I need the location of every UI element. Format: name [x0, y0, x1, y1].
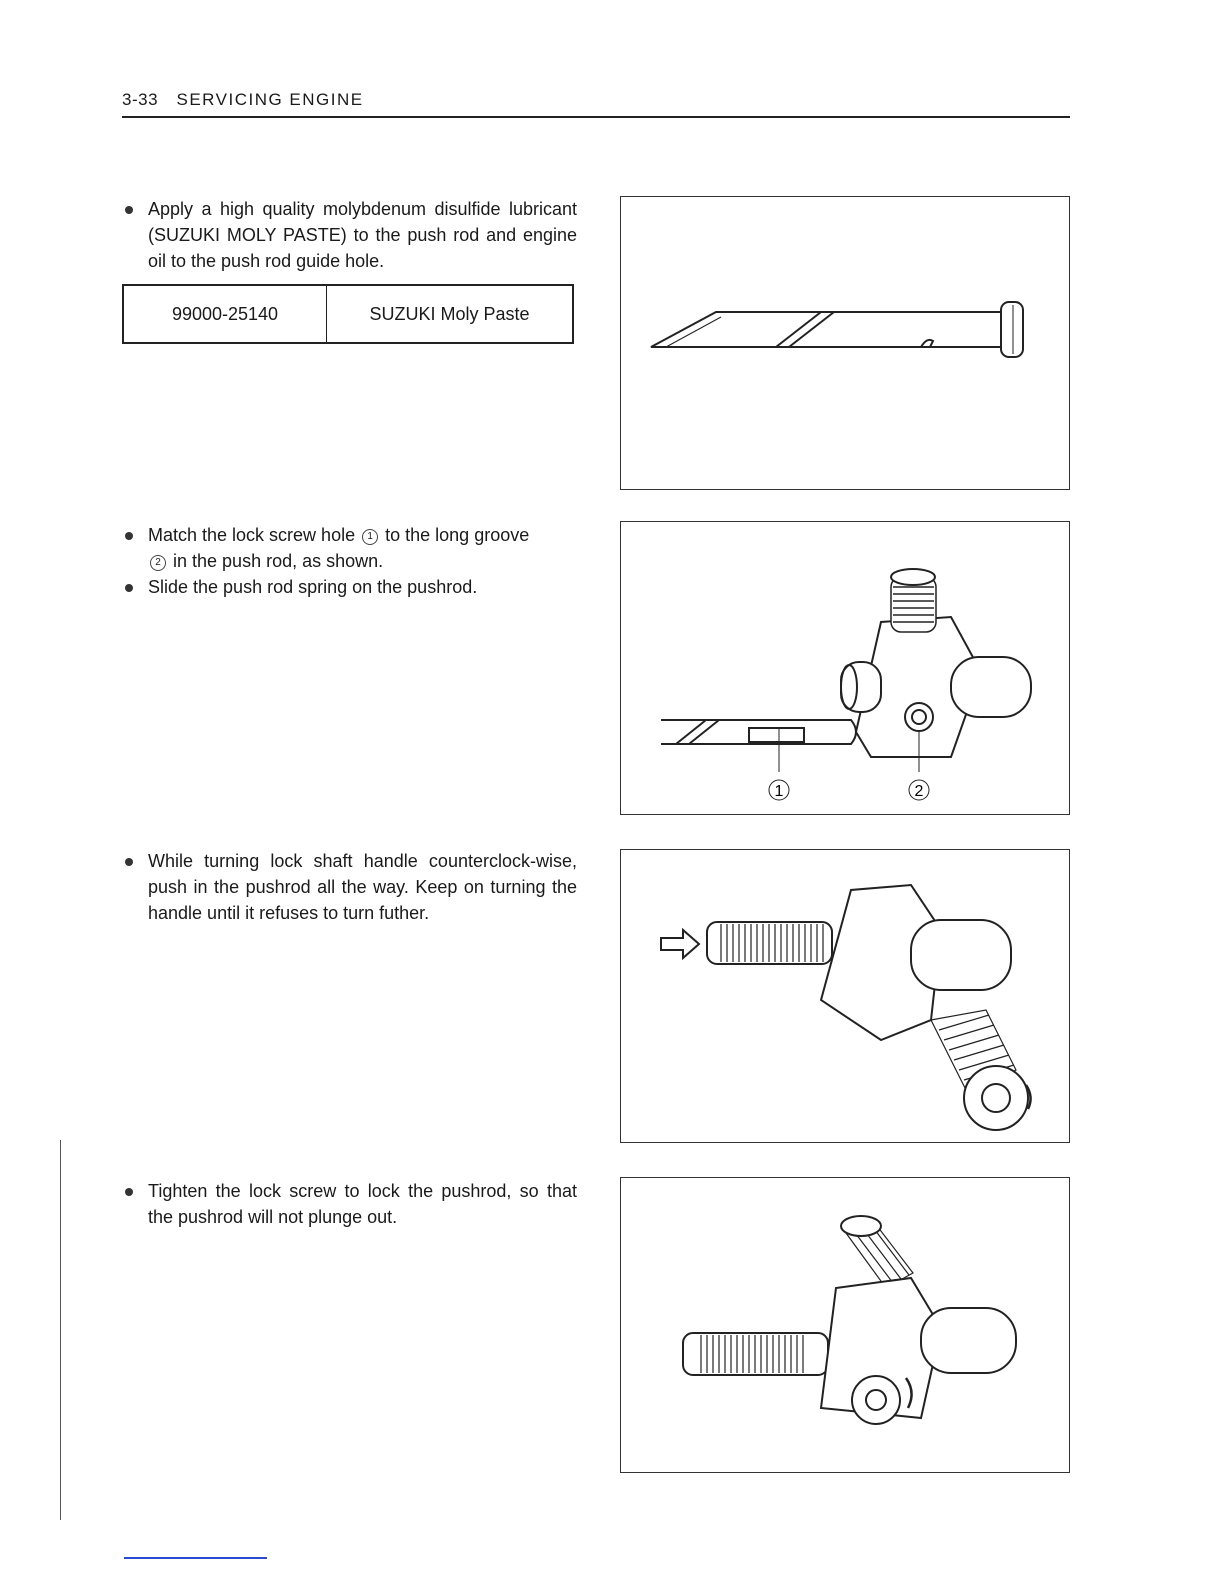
- figure-push-rod: [620, 196, 1070, 490]
- step-4: [122, 848, 577, 926]
- footer-rule: [124, 1557, 267, 1559]
- bullet-icon: [125, 1188, 133, 1196]
- bullet-icon: [125, 858, 133, 866]
- bullet-icon: [125, 584, 133, 592]
- step-text: Apply a high quality molybdenum disulfide lubricant (SUZUKI MOLY PASTE) to the push rod and engine oil to the push rod guide hole.: [148, 199, 577, 271]
- bullet-icon: [125, 206, 133, 214]
- callout-2-label: 2: [914, 783, 924, 800]
- figure-tighten-lock-screw: [620, 1177, 1070, 1473]
- push-rod-illustration: [621, 197, 1069, 489]
- step-2: [122, 522, 577, 600]
- bullet-item: [122, 574, 577, 600]
- page-number: 3-33: [122, 90, 159, 109]
- bullet-item: [122, 196, 577, 274]
- bullet-item: [122, 522, 577, 574]
- step-text: in the push rod, as shown.: [173, 551, 384, 571]
- push-in-illustration: [621, 850, 1069, 1142]
- step-text: Slide the push rod spring on the pushrod.: [148, 577, 478, 597]
- figure-lock-screw: [620, 521, 1070, 815]
- bullet-icon: [125, 532, 133, 540]
- step-1: [122, 196, 577, 274]
- page-header: [122, 90, 1070, 118]
- margin-rule: [60, 1140, 61, 1520]
- part-name: SUZUKI Moly Paste: [369, 303, 530, 324]
- step-text: While turning lock shaft handle counterclock-wise, push in the pushrod all the way. Keep on turning the handle until it refuses to turn futher.: [148, 851, 577, 923]
- step-5: [122, 1178, 577, 1230]
- step-text: Match the lock screw hole: [148, 525, 356, 545]
- callout-1-label: 1: [774, 783, 784, 800]
- part-number: 99000-25140: [124, 286, 327, 342]
- parts-table: [122, 284, 574, 344]
- push-arrow-icon: [661, 930, 699, 958]
- step-text: to the long groove: [385, 525, 530, 545]
- callout-2: 2: [150, 555, 166, 571]
- section-title: SERVICING ENGINE: [176, 90, 364, 109]
- bullet-item: [122, 1178, 577, 1230]
- callout-1: 1: [362, 529, 378, 545]
- figure-push-in: [620, 849, 1070, 1143]
- step-text: Tighten the lock screw to lock the pushrod, so that the pushrod will not plunge out.: [148, 1181, 577, 1227]
- bullet-item: [122, 848, 577, 926]
- tensioner-illustration: [621, 522, 1069, 814]
- tighten-illustration: [621, 1178, 1069, 1472]
